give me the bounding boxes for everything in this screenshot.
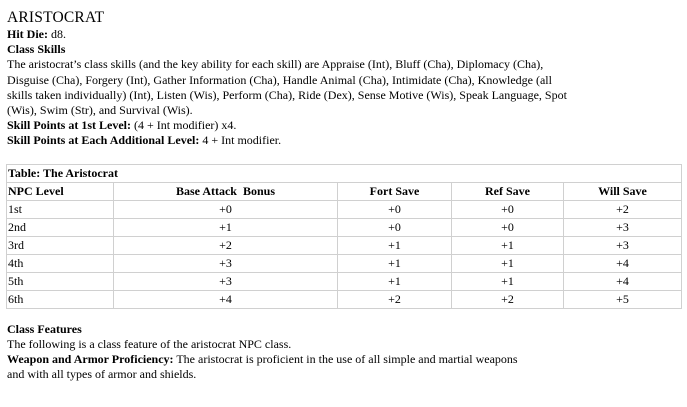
cell-will-save: +3: [564, 218, 682, 236]
skill-points-first-line: [7, 118, 683, 133]
cell-base-attack: +0: [114, 200, 338, 218]
skill-points-additional-label: Skill Points at Each Additional Level:: [7, 133, 200, 148]
cell-fort-save: +2: [338, 290, 452, 308]
class-features-intro: The following is a class feature of the aristocrat NPC class.: [7, 336, 292, 351]
header-ref-save: Ref Save: [452, 182, 564, 200]
header-npc-level: NPC Level: [7, 182, 114, 200]
table-row: [7, 272, 682, 290]
cell-level: 1st: [7, 200, 114, 218]
cell-fort-save: +1: [338, 272, 452, 290]
table-row: [7, 254, 682, 272]
skill-points-first-value: (4 + Int modifier) x4.: [134, 118, 237, 133]
cell-ref-save: +0: [452, 218, 564, 236]
cell-base-attack: +1: [114, 218, 338, 236]
header-will-save: Will Save: [564, 182, 682, 200]
class-skills-heading: Class Skills: [7, 42, 66, 57]
cell-will-save: +3: [564, 236, 682, 254]
cell-fort-save: +0: [338, 200, 452, 218]
cell-fort-save: +0: [338, 218, 452, 236]
class-title: ARISTOCRAT: [7, 9, 105, 26]
cell-will-save: +4: [564, 272, 682, 290]
cell-ref-save: +0: [452, 200, 564, 218]
skill-points-first-label: Skill Points at 1st Level:: [7, 118, 132, 133]
spacer: [7, 149, 683, 164]
hit-die-line: [7, 27, 683, 42]
cell-level: 4th: [7, 254, 114, 272]
table-row: [7, 200, 682, 218]
cell-will-save: +2: [564, 200, 682, 218]
table-header-row: [7, 182, 682, 200]
spacer: [7, 309, 683, 322]
cell-level: 6th: [7, 290, 114, 308]
cell-base-attack: +2: [114, 236, 338, 254]
weapon-armor-text-2: and with all types of armor and shields.: [7, 367, 197, 382]
cell-ref-save: +2: [452, 290, 564, 308]
cell-base-attack: +3: [114, 254, 338, 272]
header-base-attack-bonus: Base Attack Bonus: [114, 182, 338, 200]
weapon-armor-line: [7, 352, 683, 367]
weapon-armor-label: Weapon and Armor Proficiency:: [7, 352, 174, 367]
hit-die-value: d8.: [51, 27, 66, 41]
cell-ref-save: +1: [452, 272, 564, 290]
cell-ref-save: +1: [452, 236, 564, 254]
cell-fort-save: +1: [338, 254, 452, 272]
skill-points-additional-line: [7, 133, 683, 148]
class-skills-text: The aristocrat’s class skills (and the key ability for each skill) are Appraise (Int), Bluff (Cha), Diplomacy (Cha), Disguise (Cha), Forgery (Int), Gather Information (Cha), Handle Animal (Cha), Intimidate (Cha), Knowledge (all skills taken individually) (Int), Listen (Wis), Perform (Cha), Ride (Dex), Sense Motive (Wis), Speak Language, Spot (Wis), Swim (Str), and Survival (Wis).: [7, 57, 567, 118]
header-fort-save: Fort Save: [338, 182, 452, 200]
weapon-armor-text-1: The aristocrat is proficient in the use of all simple and martial weapons: [176, 352, 518, 367]
cell-will-save: +5: [564, 290, 682, 308]
skill-points-additional-value: 4 + Int modifier.: [202, 133, 282, 148]
cell-level: 2nd: [7, 218, 114, 236]
cell-level: 5th: [7, 272, 114, 290]
class-features-heading: Class Features: [7, 321, 82, 336]
hit-die-label: Hit Die:: [7, 27, 48, 41]
document: [7, 9, 683, 382]
table-row: [7, 236, 682, 254]
cell-will-save: +4: [564, 254, 682, 272]
cell-level: 3rd: [7, 236, 114, 254]
cell-base-attack: +4: [114, 290, 338, 308]
table-row: [7, 290, 682, 308]
table-caption: Table: The Aristocrat: [6, 164, 682, 182]
aristocrat-table: [6, 164, 682, 309]
cell-fort-save: +1: [338, 236, 452, 254]
cell-ref-save: +1: [452, 254, 564, 272]
cell-base-attack: +3: [114, 272, 338, 290]
table-row: [7, 218, 682, 236]
